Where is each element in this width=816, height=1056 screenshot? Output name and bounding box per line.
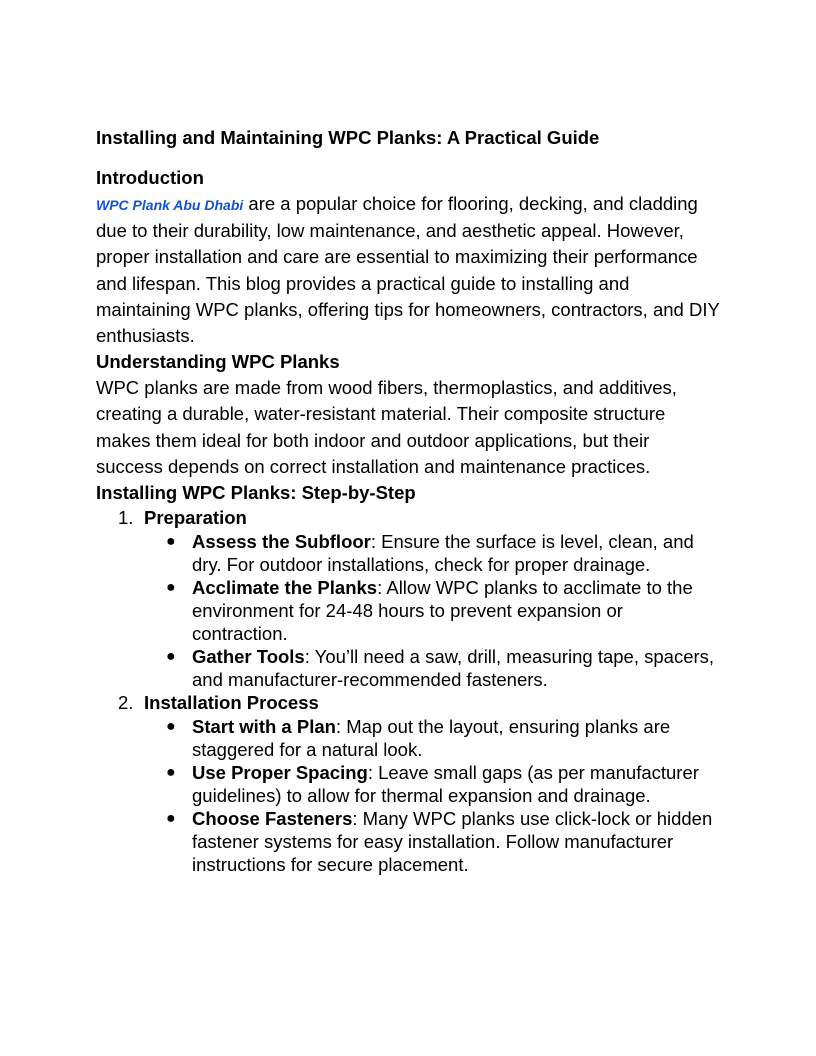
bullet-item [144, 807, 720, 876]
bullet-text: : Leave small gaps (as per manufacturer guidelines) to allow for thermal expansion and drainage. [192, 762, 699, 807]
step-bullets [144, 530, 720, 691]
bullet-text: : Ensure the surface is level, clean, and dry. For outdoor installations, check for proper drainage. [192, 531, 694, 576]
intro-paragraph [96, 191, 720, 349]
bullet-label: Acclimate the Planks [192, 577, 378, 599]
bullet-item [144, 576, 720, 645]
bullet-label: Use Proper Spacing [192, 762, 368, 784]
intro-heading: Introduction [96, 167, 204, 188]
understanding-paragraph: WPC planks are made from wood fibers, thermoplastics, and additives, creating a durable, water-resistant material. Their composite structure makes them ideal for both indoor and outdoor applications, but their success depends on correct installation and maintenance practices. [96, 377, 677, 477]
step-title: Installation Process [144, 692, 319, 714]
bullet-item [144, 715, 720, 761]
step-title: Preparation [144, 507, 247, 529]
bullet-item [144, 761, 720, 807]
bullet-icon: ● [166, 533, 176, 551]
bullet-label: Start with a Plan [192, 716, 336, 738]
bullet-label: Choose Fasteners [192, 808, 353, 830]
step-item [96, 506, 720, 691]
bullet-icon: ● [166, 579, 176, 597]
steps-list [96, 506, 720, 876]
bullet-icon: ● [166, 764, 176, 782]
step-number: 1. [118, 507, 134, 529]
bullet-icon: ● [166, 718, 176, 736]
bullet-label: Assess the Subfloor [192, 531, 371, 553]
step-item [96, 691, 720, 876]
bullet-text: : Map out the layout, ensuring planks are staggered for a natural look. [192, 716, 671, 761]
bullet-item [144, 530, 720, 576]
bullet-text: : Many WPC planks use click-lock or hidden fastener systems for easy installation. Follow manufacturer instructions for secure placement. [192, 808, 713, 876]
bullet-icon: ● [166, 810, 176, 828]
wpc-plank-abu-dhabi-link[interactable]: WPC Plank Abu Dhabi [96, 197, 244, 213]
understanding-heading: Understanding WPC Planks [96, 351, 340, 373]
document-page [96, 126, 720, 876]
installing-heading: Installing WPC Planks: Step-by-Step [96, 482, 416, 504]
page-title: Installing and Maintaining WPC Planks: A Practical Guide [96, 127, 600, 148]
intro-text: are a popular choice for flooring, decking, and cladding due to their durability, low maintenance, and aesthetic appeal. However, proper installation and care are essential to maximizing their performance and lifespan. This blog provides a practical guide to installing and maintaining WPC planks, offering tips for homeowners, contractors, and DIY enthusiasts. [96, 193, 720, 347]
bullet-label: Gather Tools [192, 646, 305, 668]
step-bullets [144, 715, 720, 876]
bullet-text: : You’ll need a saw, drill, measuring tape, spacers, and manufacturer-recommended fasteners. [192, 646, 715, 691]
bullet-item [144, 645, 720, 691]
step-number: 2. [118, 692, 134, 714]
bullet-icon: ● [166, 648, 176, 666]
bullet-text: : Allow WPC planks to acclimate to the environment for 24-48 hours to prevent expansion or contraction. [192, 577, 693, 645]
